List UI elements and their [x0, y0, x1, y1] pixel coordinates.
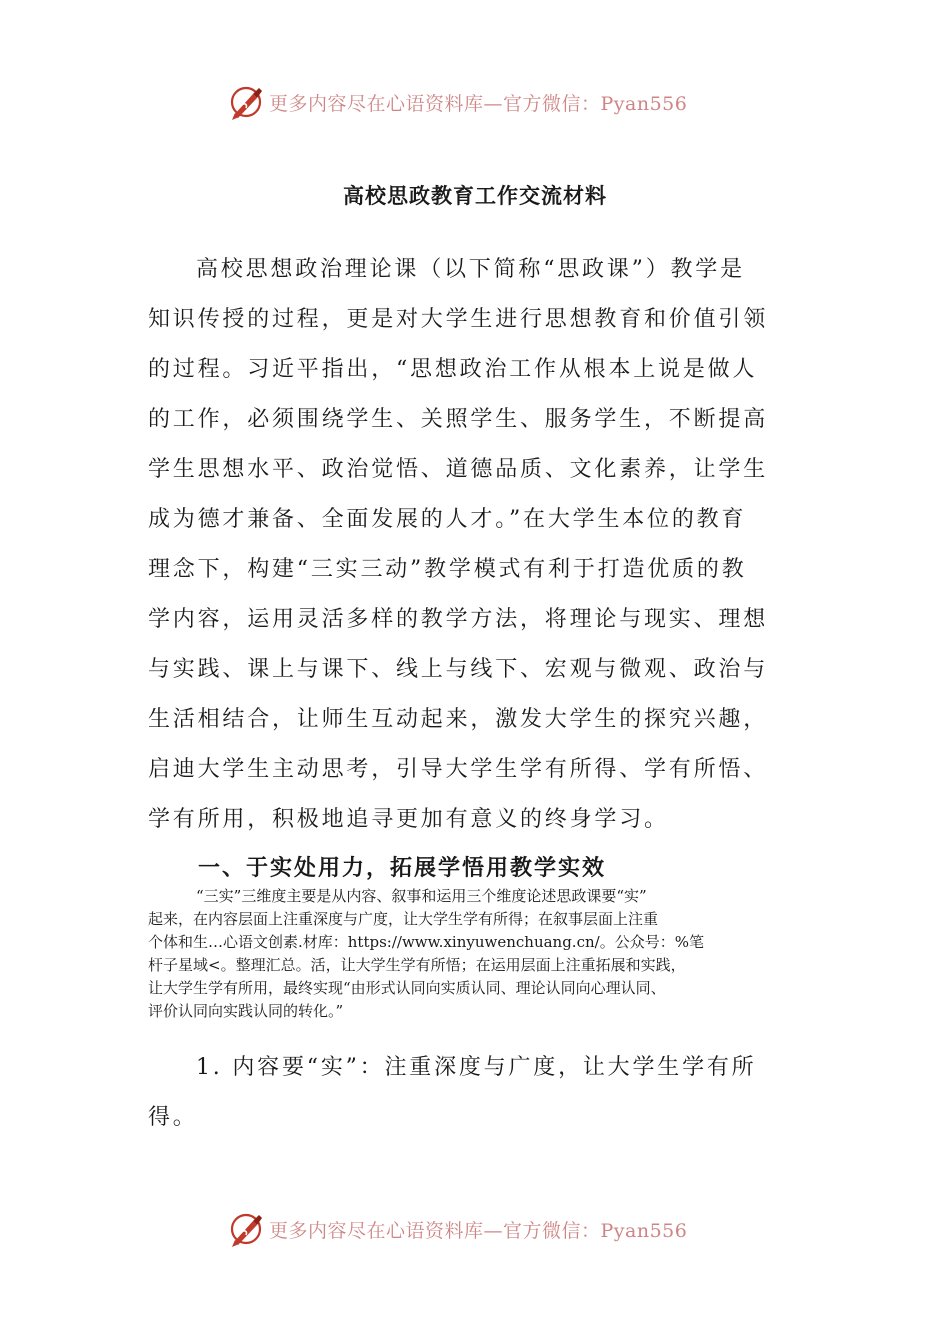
footer-banner-text: 更多内容尽在心语资料库—官方微信：Pyan556	[269, 1219, 688, 1242]
text-line: 让大学生学有所用，最终实现“由形式认同向实质认同、理论认同向心理认同、	[148, 979, 666, 997]
document-title: 高校思政教育工作交流材料	[343, 183, 607, 208]
text-line: 与实践、课上与课下、线上与线下、宏观与微观、政治与	[148, 657, 769, 682]
header-banner-text: 更多内容尽在心语资料库—官方微信：Pyan556	[269, 92, 688, 115]
paragraph-three-dimensions	[148, 885, 808, 1023]
text-line: 得。	[148, 1105, 198, 1130]
text-line: 1. 内容要“实”：注重深度与广度，让大学生学有所	[196, 1055, 757, 1080]
paragraph-content-real	[148, 1043, 788, 1143]
footer-banner	[226, 1209, 687, 1249]
text-line: 起来，在内容层面上注重深度与广度，让大学生学有所得；在叙事层面上注重	[148, 910, 659, 928]
text-line: 知识传授的过程，更是对大学生进行思想教育和价值引领	[148, 307, 769, 332]
text-line: 杆子星域<。整理汇总。活，让大学生学有所悟；在运用层面上注重拓展和实践，	[148, 956, 686, 974]
text-line: 高校思想政治理论课（以下简称“思政课”）教学是	[196, 257, 745, 282]
text-line: 启迪大学生主动思考，引导大学生学有所得、学有所悟、	[148, 757, 769, 782]
text-line: 理念下，构建“三实三动”教学模式有利于打造优质的教	[148, 557, 747, 582]
text-line: 个体和生…心语文创素.材库：https://www.xinyuwenchuang.cn/。公众号：%笔	[148, 933, 704, 951]
text-line: 学内容，运用灵活多样的教学方法，将理论与现实、理想	[148, 607, 769, 632]
text-line: 生活相结合，让师生互动起来，激发大学生的探究兴趣，	[148, 707, 769, 732]
text-line: 评价认同向实践认同的转化。”	[148, 1002, 344, 1020]
text-line: “三实”三维度主要是从内容、叙事和运用三个维度论述思政课要“实”	[196, 887, 647, 905]
paragraph-intro	[148, 245, 788, 845]
text-line: 学有所用，积极地追寻更加有意义的终身学习。	[148, 807, 669, 832]
text-line: 学生思想水平、政治觉悟、道德品质、文化素养，让学生	[148, 457, 769, 482]
pen-nib-icon	[226, 1209, 266, 1249]
pen-nib-icon	[226, 82, 266, 122]
section-heading: 一、于实处用力，拓展学悟用教学实效	[198, 855, 607, 881]
header-banner	[226, 82, 687, 122]
text-line: 成为德才兼备、全面发展的人才。”在大学生本位的教育	[148, 507, 747, 532]
text-line: 的工作，必须围绕学生、关照学生、服务学生，不断提高	[148, 407, 769, 432]
text-line: 的过程。习近平指出，“思想政治工作从根本上说是做人	[148, 357, 758, 382]
